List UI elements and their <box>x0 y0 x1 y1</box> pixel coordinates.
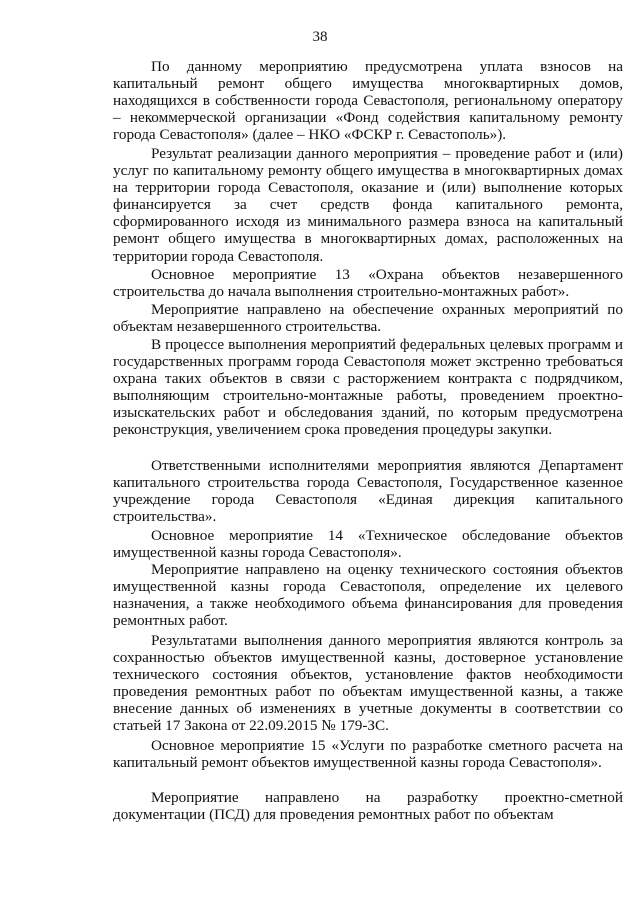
paragraph-4: Мероприятие направлено на обеспечение охранных мероприятий по объектам незавершенного строительства. <box>113 301 623 336</box>
paragraph-2: Результат реализации данного мероприятия – проведение работ и (или) услуг по капитальному ремонту общего имущества в многоквартирных домах на территории города Севастополя, оказание и (или) выполнение которых финансируется за счет средств фонда капитального ремонта, сформированного исходя из минимального размера взноса на капитальный ремонт общего имущества в многоквартирных домах, расположенных на территории города Севастополя. <box>113 145 623 265</box>
page-number: 38 <box>312 29 328 45</box>
paragraph-10: Основное мероприятие 15 «Услуги по разработке сметного расчета на капитальный ремонт объектов имущественной казны города Севастополя». <box>113 737 623 772</box>
paragraph-1: По данному мероприятию предусмотрена уплата взносов на капитальный ремонт общего имущества многоквартирных домов, находящихся в собственности города Севастополя, региональному оператору – некоммерческой организации «Фонд содействия капитальному ремонту города Севастополя» (далее – НКО «ФСКР г. Севастополь»). <box>113 58 623 144</box>
paragraph-9: Результатами выполнения данного мероприятия являются контроль за сохранностью объектов имущественной казны, достоверное установление технического состояния объектов, установление фактов необходимости проведения ремонтных работ по объектам имущественной казны, а также внесение данных об изменениях в учетные документы в соответствии со статьей 17 Закона от 22.09.2015 № 179-ЗС. <box>113 632 623 735</box>
paragraph-5: В процессе выполнения мероприятий федеральных целевых программ и государственных программ города Севастополя может экстренно требоваться охрана таких объектов в связи с расторжением контракта с подрядчиком, выполняющим строительно-монтажные работы, проведением проектно-изыскательских работ и обследования зданий, по которым предусмотрена реконструкция, увеличением срока проведения процедуры закупки. <box>113 336 623 439</box>
paragraph-8: Мероприятие направлено на оценку технического состояния объектов имущественной казны города Севастополя, определение их целевого назначения, а также необходимого объема финансирования для проведения ремонтных работ. <box>113 561 623 630</box>
paragraph-11: Мероприятие направлено на разработку проектно-сметной документации (ПСД) для проведения ремонтных работ по объектам <box>113 789 623 824</box>
paragraph-3: Основное мероприятие 13 «Охрана объектов незавершенного строительства до начала выполнения строительно-монтажных работ». <box>113 266 623 301</box>
paragraph-7: Основное мероприятие 14 «Техническое обследование объектов имущественной казны города Севастополя». <box>113 527 623 562</box>
paragraph-6: Ответственными исполнителями мероприятия являются Департамент капитального строительства города Севастополя, Государственное казенное учреждение города Севастополя «Единая дирекция капитального строительства». <box>113 457 623 526</box>
